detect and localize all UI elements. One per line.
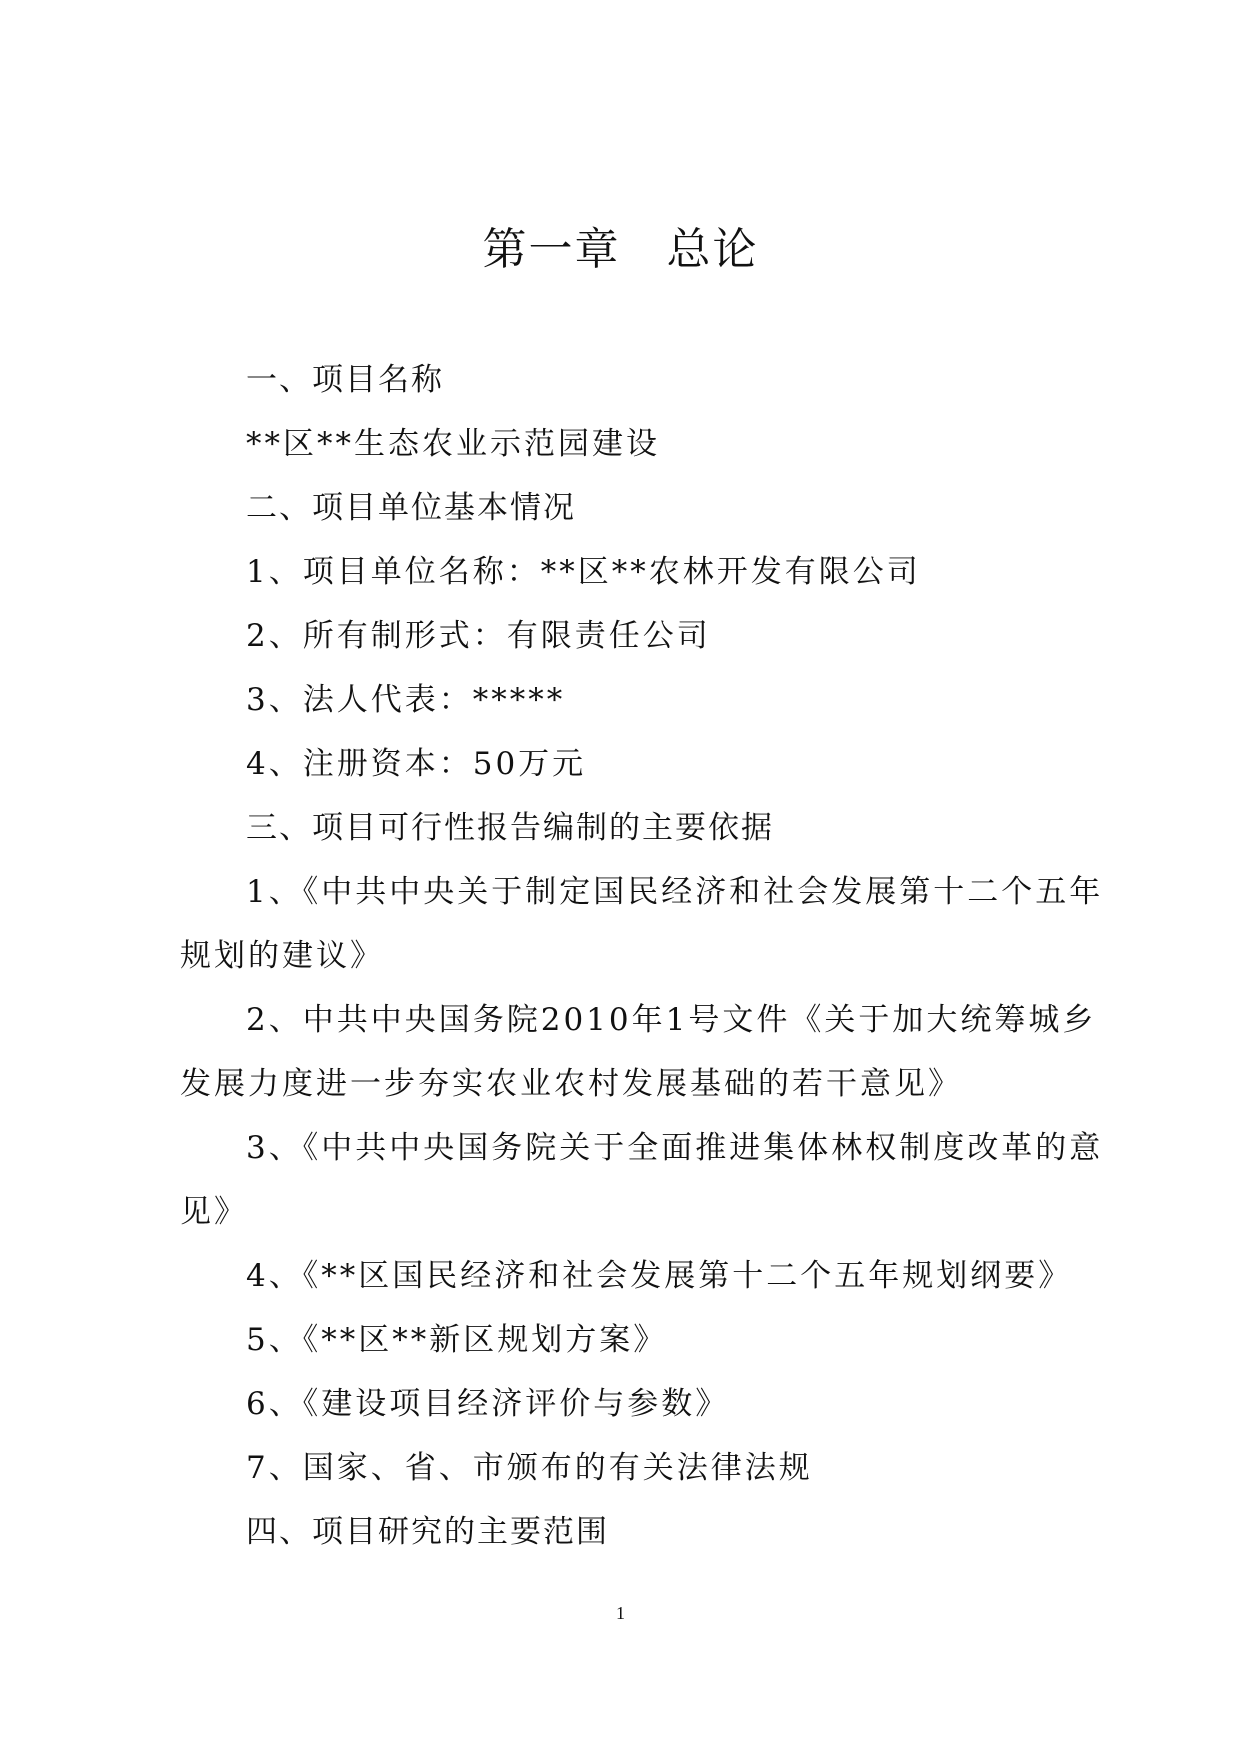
section-heading-project-name: 一、项目名称 bbox=[246, 362, 444, 398]
project-name-text: **区**生态农业示范园建设 bbox=[246, 426, 660, 462]
chapter-title: 第一章 总论 bbox=[482, 224, 759, 275]
basis-item-2: 2、中共中央国务院2010年1号文件《关于加大统筹城乡 bbox=[246, 1002, 1097, 1038]
section-heading-basis: 三、项目可行性报告编制的主要依据 bbox=[246, 810, 774, 846]
section-heading-unit-info: 二、项目单位基本情况 bbox=[246, 490, 576, 526]
section-heading-scope: 四、项目研究的主要范围 bbox=[246, 1514, 609, 1550]
registered-capital-line: 4、注册资本：50万元 bbox=[246, 746, 587, 782]
basis-item-7: 7、国家、省、市颁布的有关法律法规 bbox=[246, 1450, 813, 1486]
basis-item-3: 3、《中共中央国务院关于全面推进集体林权制度改革的意 bbox=[246, 1130, 1104, 1166]
page-number: 1 bbox=[616, 1603, 625, 1623]
basis-item-1: 1、《中共中央关于制定国民经济和社会发展第十二个五年 bbox=[246, 874, 1104, 910]
basis-item-2-continued: 发展力度进一步夯实农业农村发展基础的若干意见》 bbox=[180, 1066, 962, 1102]
basis-item-6: 6、《建设项目经济评价与参数》 bbox=[246, 1386, 730, 1422]
basis-item-5: 5、《**区**新区规划方案》 bbox=[246, 1322, 668, 1358]
basis-item-1-continued: 规划的建议》 bbox=[180, 938, 384, 974]
basis-item-3-continued: 见》 bbox=[180, 1194, 248, 1230]
ownership-line: 2、所有制形式：有限责任公司 bbox=[246, 618, 711, 654]
basis-item-4: 4、《**区国民经济和社会发展第十二个五年规划纲要》 bbox=[246, 1258, 1073, 1294]
legal-representative-line: 3、法人代表：***** bbox=[246, 682, 566, 718]
unit-name-line: 1、项目单位名称：**区**农林开发有限公司 bbox=[246, 554, 921, 590]
